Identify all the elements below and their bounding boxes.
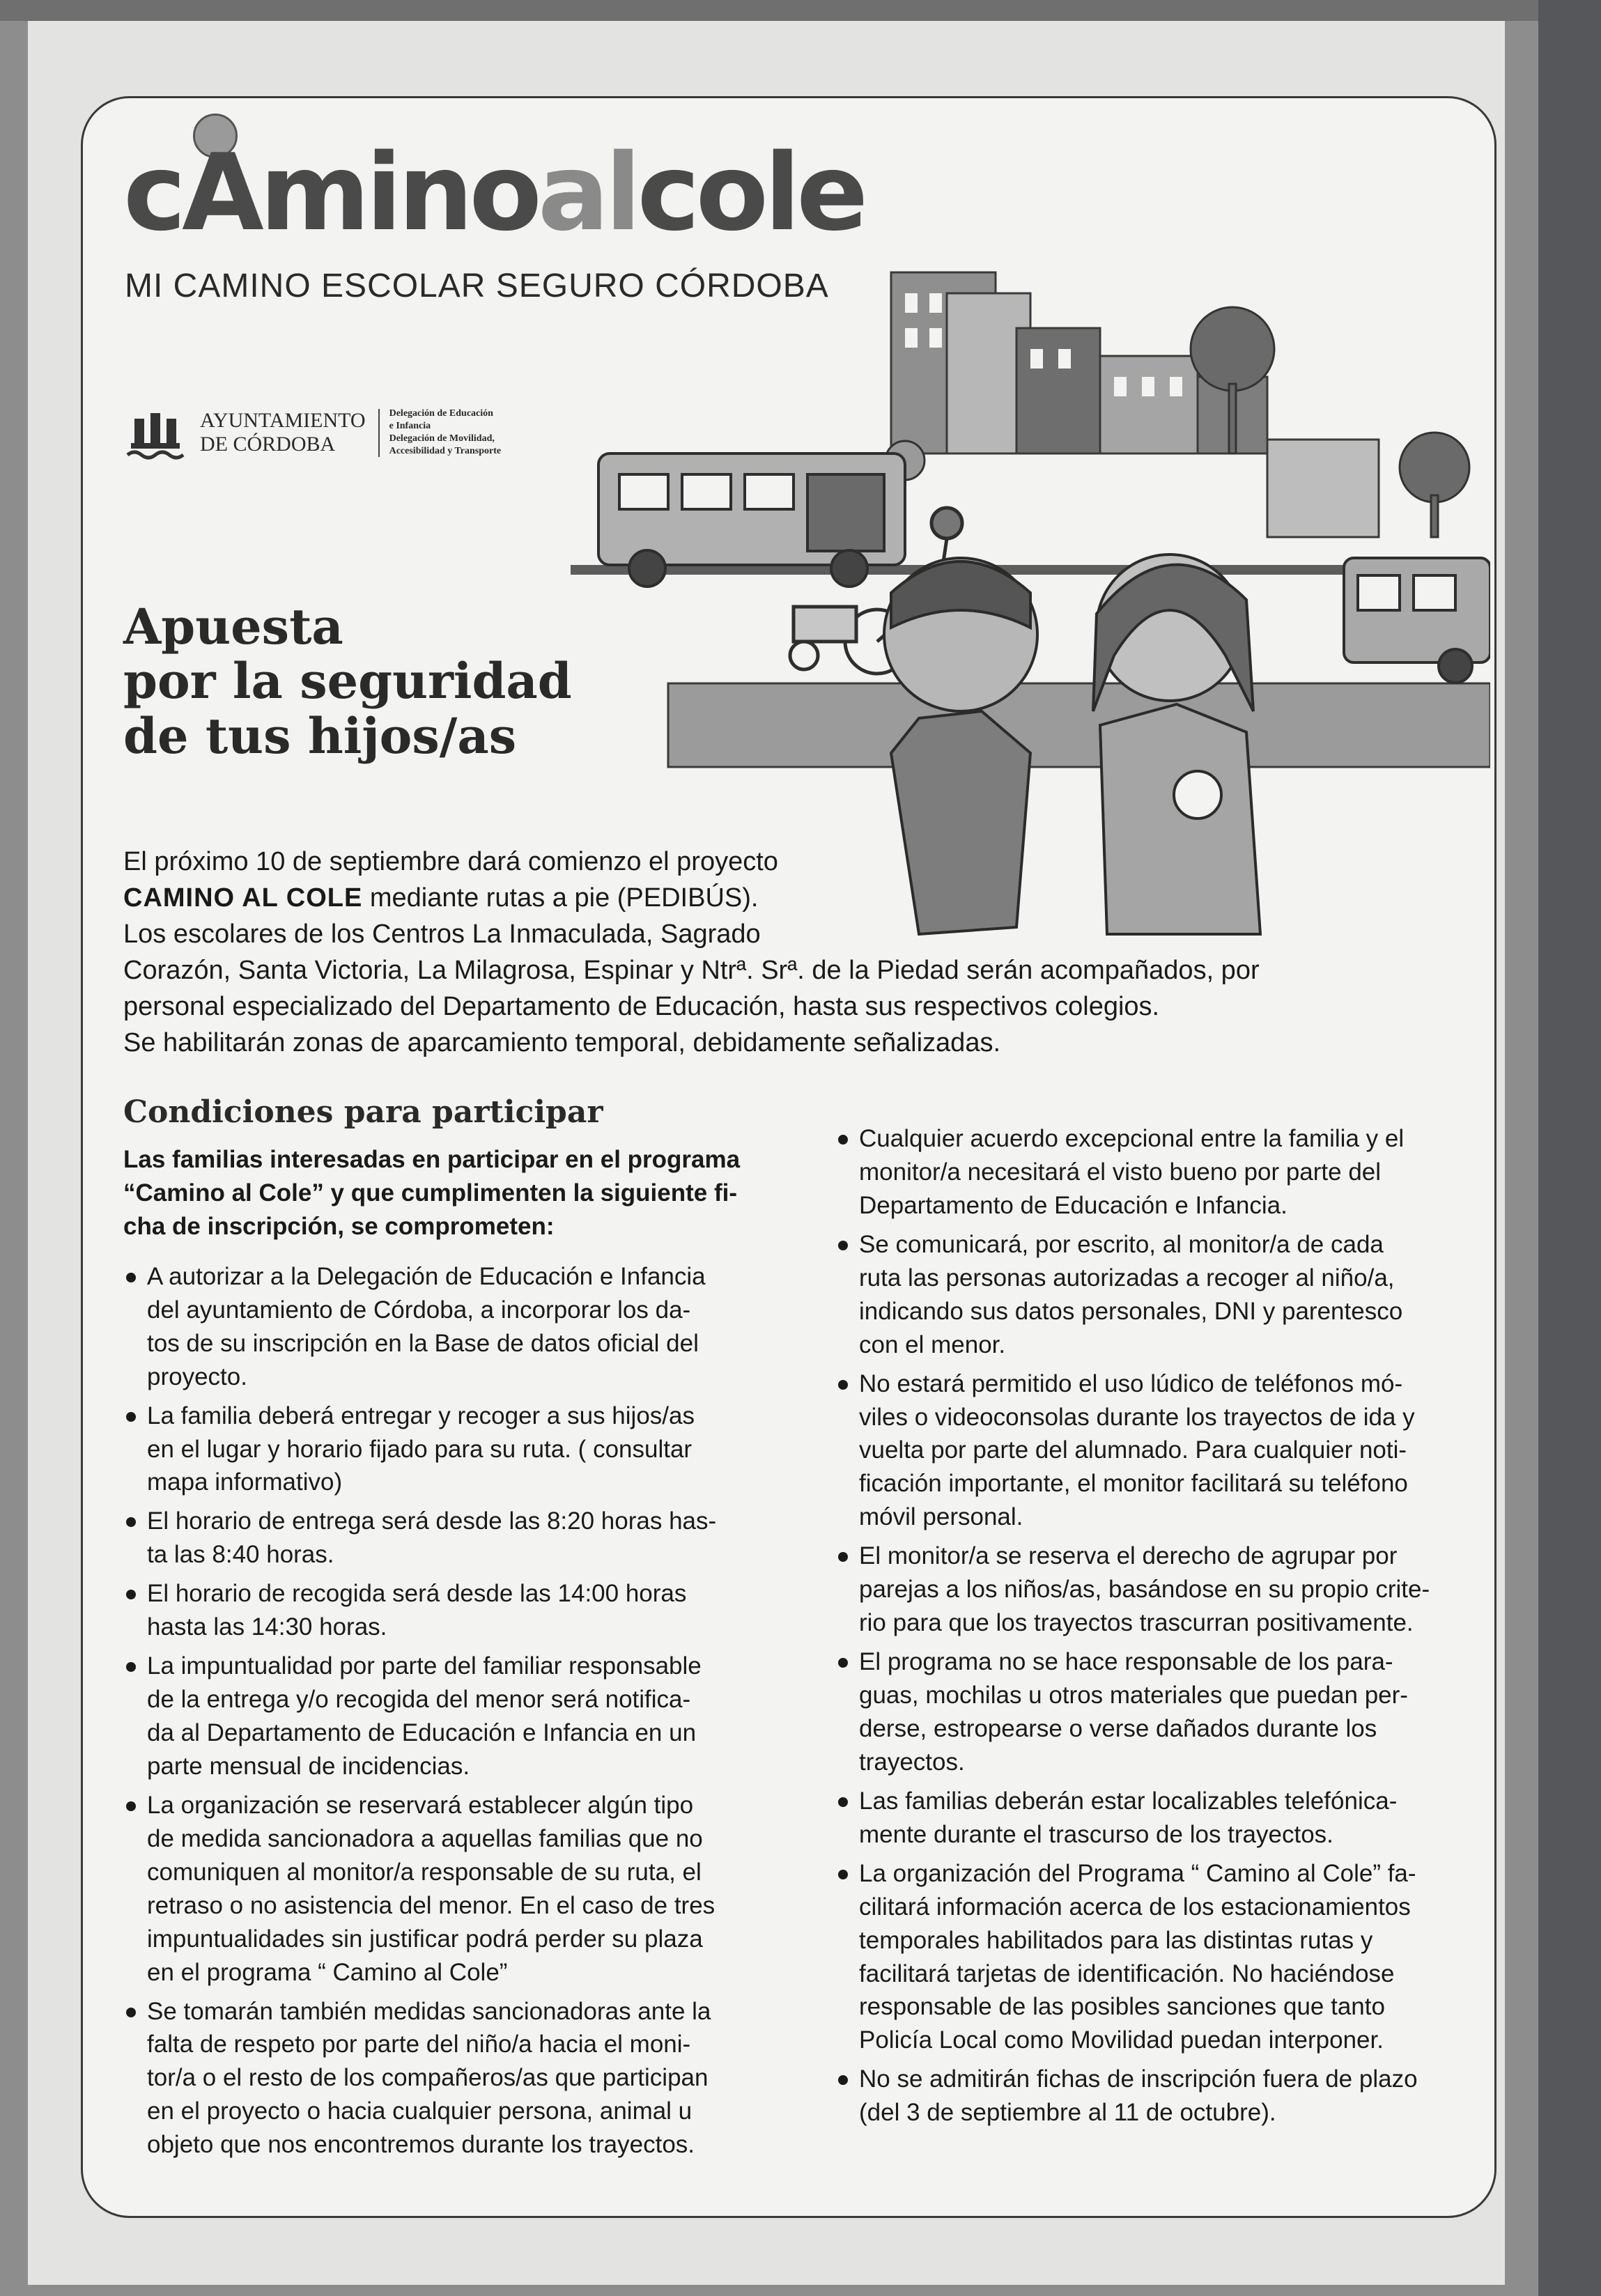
text-line: El programa no se hace responsable de los para- (859, 1648, 1393, 1676)
intro-paragraph (123, 844, 1447, 1061)
ayuntamiento-line: AYUNTAMIENTO (200, 408, 366, 432)
text-line: ficación importante, el monitor facilitará su teléfono (859, 1470, 1408, 1498)
intro-line: Los escolares de los Centros La Inmaculada, Sagrado (123, 920, 761, 949)
text-line: No se admitirán fichas de inscripción fuera de plazo (859, 2065, 1418, 2093)
text-line: en el proyecto o hacia cualquier persona, animal u (147, 2097, 693, 2125)
text-line: monitor/a necesitará el visto bueno por parte del (859, 1158, 1382, 1186)
text-line: en el programa “ Camino al Cole” (147, 1958, 508, 1986)
text-line: guas, mochilas u otros materiales que puedan per- (859, 1682, 1408, 1709)
text-line: impuntualidades sin justificar podrá perder su plaza (147, 1925, 703, 1953)
text-line: derse, estropearse o verse dañados durante los (859, 1714, 1377, 1742)
text-line: Policía Local como Movilidad puedan interponer. (859, 2026, 1384, 2054)
condition-item (835, 1645, 1469, 1779)
text-line: mapa informativo) (147, 1468, 343, 1496)
headline-line: Apuesta (123, 598, 343, 656)
text-line: retraso o no asistencia del menor. En el caso de tres (147, 1891, 716, 1919)
text-line: La familia deberá entregar y recoger a sus hijos/as (147, 1402, 695, 1429)
condition-item (835, 1228, 1469, 1362)
text-line: La organización del Programa “ Camino al Cole” fa- (859, 1859, 1416, 1887)
condition-item (123, 1505, 792, 1572)
intro-line: Se habilitarán zonas de aparcamiento temporal, debidamente señalizadas. (123, 1028, 1001, 1058)
text-line: A autorizar a la Delegación de Educación e Infancia (147, 1262, 706, 1290)
text-line: Se comunicará, por escrito, al monitor/a de cada (859, 1230, 1384, 1258)
text-line: El horario de entrega será desde las 8:20 horas has- (147, 1507, 717, 1535)
condition-item (123, 1399, 792, 1500)
text-line: indicando sus datos personales, DNI y parentesco (859, 1297, 1403, 1325)
text-line: tor/a o el resto de los compañeros/as que participan (147, 2064, 709, 2092)
text-line: Cualquier acuerdo excepcional entre la familia y el (859, 1125, 1405, 1152)
conditions-lead (123, 1143, 792, 1243)
text-line: comuniquen al monitor/a responsable de su ruta, el (147, 1858, 702, 1886)
conditions-title: Condiciones para participar (123, 1094, 603, 1130)
conditions-left-column (123, 1143, 792, 2167)
text-line: El horario de recogida será desde las 14:00 horas (147, 1580, 687, 1608)
text-line: “Camino al Cole” y que cumplimenten la siguiente fi- (123, 1179, 737, 1207)
text-line: La impuntualidad por parte del familiar responsable (147, 1652, 702, 1680)
condition-item (835, 1857, 1469, 2058)
text-line: con el menor. (859, 1331, 1006, 1358)
text-line: objeto que nos encontremos durante los trayectos. (147, 2131, 695, 2159)
text-line: vuelta por parte del alumnado. Para cualquier noti- (859, 1436, 1407, 1464)
text-line: El monitor/a se reserva el derecho de agrupar por (859, 1542, 1398, 1570)
text-line: proyecto. (147, 1363, 247, 1390)
delegacion-line: Accesibilidad y Transporte (389, 446, 502, 457)
text-line: responsable de las posibles sanciones que tanto (859, 1993, 1385, 2021)
text-line: Se tomarán también medidas sancionadoras ante la (147, 1997, 711, 2025)
text-line: de la entrega y/o recogida del menor será notifica- (147, 1686, 691, 1714)
delegacion-line: e Infancia (389, 420, 431, 431)
ayuntamiento-name (200, 409, 380, 457)
text-line: hasta las 14:30 horas. (147, 1613, 387, 1641)
text-line: rio para que los trayectos trascurran positivamente. (859, 1609, 1414, 1637)
text-line: temporales habilitados para las distintas rutas y (859, 1926, 1373, 1954)
text-line: da al Departamento de Educación e Infancia en un (147, 1719, 697, 1746)
intro-line: personal especializado del Departamento de Educación, hasta sus respectivos colegios. (123, 992, 1160, 1022)
logo-word: cole (637, 131, 865, 254)
subtitle: MI CAMINO ESCOLAR SEGURO CÓRDOBA (125, 267, 829, 304)
delegacion-line: Delegación de Movilidad, (389, 433, 495, 444)
conditions-right-column (835, 1122, 1469, 2135)
text-line: La organización se reservará establecer algún tipo (147, 1791, 694, 1819)
text-line: ta las 8:40 horas. (147, 1541, 334, 1569)
text-line: móvil personal. (859, 1503, 1023, 1531)
city-crest-icon (121, 398, 190, 467)
condition-item (835, 1367, 1469, 1535)
project-name: CAMINO AL COLE (123, 883, 363, 913)
paper-sheet (28, 21, 1505, 2285)
ayuntamiento-line: DE CÓRDOBA (200, 433, 336, 456)
text-line: No estará permitido el uso lúdico de teléfonos mó- (859, 1370, 1403, 1397)
intro-text: mediante rutas a pie (PEDIBÚS). (362, 883, 759, 913)
intro-line: Corazón, Santa Victoria, La Milagrosa, Espinar y Ntrª. Srª. de la Piedad serán acompañados, por (123, 956, 1260, 986)
condition-item (123, 1789, 792, 1989)
condition-item (835, 1785, 1469, 1852)
condition-item (835, 1539, 1469, 1640)
text-line: Las familias deberán estar localizables telefónica- (859, 1787, 1398, 1815)
condition-item (123, 1650, 792, 1783)
text-line: Las familias interesadas en participar en el programa (123, 1146, 741, 1173)
text-line: del ayuntamiento de Córdoba, a incorporar los da- (147, 1296, 691, 1324)
text-line: trayectos. (859, 1748, 965, 1776)
logo-camino-al-cole (123, 131, 865, 254)
condition-item (123, 1260, 792, 1394)
delegaciones (389, 408, 502, 458)
logo-word: cAmino (123, 131, 538, 254)
text-line: mente durante el trascurso de los trayectos. (859, 1820, 1333, 1848)
headline-line: de tus hijos/as (123, 706, 517, 765)
buildings-icon (891, 272, 1379, 537)
bus-icon (1344, 558, 1490, 683)
condition-item (835, 1122, 1469, 1223)
text-line: cha de inscripción, se comprometen: (123, 1212, 555, 1240)
text-line: de medida sancionadora a aquellas familias que no (147, 1824, 703, 1852)
text-line: parejas a los niños/as, basándose en su propio crite- (859, 1576, 1430, 1604)
sidewalk (668, 683, 1490, 767)
text-line: Departamento de Educación e Infancia. (859, 1191, 1287, 1219)
text-line: en el lugar y horario fijado para su ruta. ( consultar (147, 1435, 693, 1463)
text-line: falta de respeto por parte del niño/a hacia el moni- (147, 2031, 691, 2058)
headline (123, 600, 572, 763)
condition-item (123, 1995, 792, 2162)
condition-item (123, 1577, 792, 1644)
condition-item (835, 2063, 1469, 2130)
text-line: viles o videoconsolas durante los trayectos de ida y (859, 1403, 1415, 1431)
text-line: facilitará tarjetas de identificación. No haciéndose (859, 1960, 1395, 1987)
intro-line: El próximo 10 de septiembre dará comienzo el proyecto (123, 847, 778, 876)
text-line: cilitará información acerca de los estacionamientos (859, 1893, 1411, 1921)
background-surface (0, 0, 1601, 21)
logo-word: al (537, 131, 637, 254)
ayuntamiento-logo (121, 398, 501, 467)
text-line: (del 3 de septiembre al 11 de octubre). (859, 2099, 1276, 2127)
text-line: parte mensual de incidencias. (147, 1752, 470, 1780)
flyer-card (81, 96, 1496, 2218)
delegacion-line: Delegación de Educación (389, 408, 493, 419)
text-line: tos de su inscripción en la Base de datos oficial del (147, 1329, 699, 1357)
background-surface (1538, 0, 1601, 2296)
headline-line: por la seguridad (123, 652, 572, 711)
intro-line (123, 880, 1447, 916)
text-line: ruta las personas autorizadas a recoger al niño/a, (859, 1264, 1395, 1292)
